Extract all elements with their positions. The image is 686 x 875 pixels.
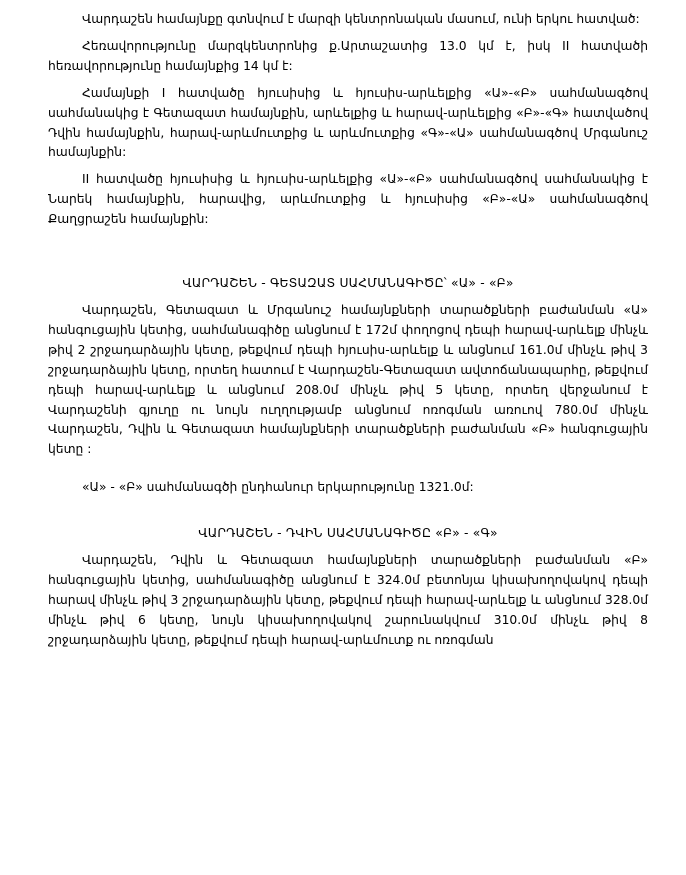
spacer xyxy=(48,498,648,524)
spacer xyxy=(48,230,648,256)
spacer xyxy=(48,163,648,170)
spacer xyxy=(48,544,648,551)
spacer xyxy=(48,256,648,274)
spacer xyxy=(48,30,648,37)
section-2-heading: ՎԱՐԴԱՇԵՆ - ԴՎԻՆ ՍԱՀՄԱՆԱԳԻԾԸ «Բ» - «Գ» xyxy=(198,526,498,541)
paragraph-2: Հեռավորությունը մարզկենտրոնից ք.Արտաշատից 13.0 կմ է, իսկ II հատվածի հեռավորությունը համայնքից 14 կմ է: xyxy=(48,38,648,73)
spacer xyxy=(48,294,648,301)
paragraph-3: Համայնքի I հատվածը հյուսիսից և հյուսիս-արևելքից «Ա»-«Բ» սահմանագծով սահմանակից է Գետազատ համայնքին, արևելքից և հարավ-արևելքից «Բ»-«Գ» հատվածով Դվին համայնքին, հարավ-արևմուտքից և արևմուտքից «Գ»-«Ա» սահմանագծով Մրգանուշ համայնքին: xyxy=(48,85,648,160)
spacer xyxy=(48,460,648,478)
section-1-body: Վարդաշեն, Գետազատ և Մրգանուշ համայնքների տարածքների բաժանման «Ա» հանգուցային կետից, սահմանագիծը անցնում է 172մ փողոցով դեպի հարավ-արևելք մինչև թիվ 2 շրջադարձային կետը, թեքվում դեպի հյուսիս-արևելք և անցնում 161.0մ մինչև թիվ 3 շրջադարձային կետը, որտեղ հատում է Վարդաշեն-Գետազատ ավտոճանապարհը, թեքվում դեպի հարավ-արևելք և անցնում 208.0մ մինչև թիվ 5 կետը, որտեղ վերջանում է Վարդաշենի գյուղը ու նույն ուղղությամբ անցնում ոռոգման առուով 780.0մ մինչև Վարդաշեն, Դվին և Գետազատ համայնքների տարածքների բաժանման «Բ» հանգուցային կետը : xyxy=(48,302,648,457)
section-1-total: «Ա» - «Բ» սահմանագծի ընդհանուր երկարությունը 1321.0մ: xyxy=(82,480,474,495)
paragraph-4: II հատվածը հյուսիսից և հյուսիս-արևելքից «Ա»-«Բ» սահմանագծով սահմանակից է Նարեկ համայնքին, հարավից, արևմուտքից և հյուսիսից «Բ»-«Ա» սահմանագծով Քաղցրաշեն համայնքին: xyxy=(48,172,648,227)
spacer xyxy=(48,77,648,84)
section-2-body: Վարդաշեն, Դվին և Գետազատ համայնքների տարածքների բաժանման «Բ» հանգուցային կետից, սահմանագիծը անցնում է 324.0մ բետոնյա կիսախողովակով դեպի հարավ մինչև թիվ 3 շրջադարձային կետը, թեքվում դեպի հարավ-արևելք և անցնում 328.0մ մինչև թիվ 6 կետը, նույն կիսախողովակով շարունակվում 310.0մ մինչև թիվ 8 շրջադարձային կետը, թեքվում դեպի հարավ-արևմուտք ու ոռոգման xyxy=(48,553,648,647)
section-1-heading: ՎԱՐԴԱՇԵՆ - ԳԵՏԱԶԱՏ ՍԱՀՄԱՆԱԳԻԾԸ՝ «Ա» - «Բ» xyxy=(182,276,514,291)
paragraph-1: Վարդաշեն համայնքը գտնվում է մարզի կենտրոնական մասում, ունի երկու հատված: xyxy=(82,12,640,26)
